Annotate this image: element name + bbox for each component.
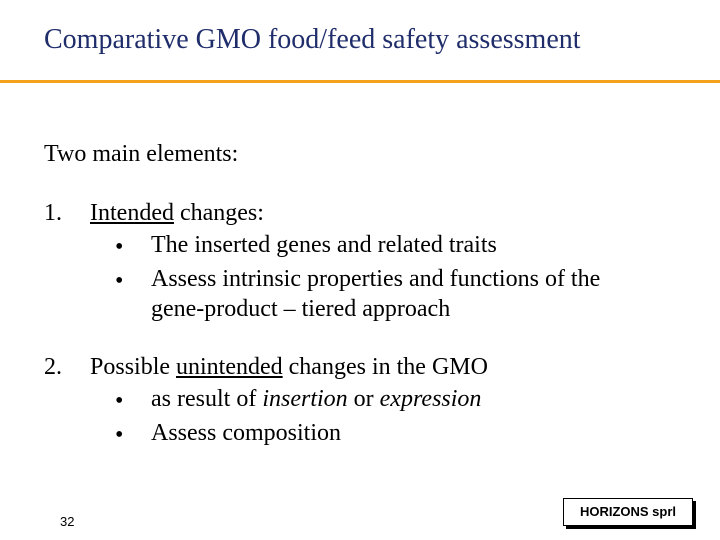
bullet-line: The inserted genes and related traits <box>151 232 497 258</box>
list-item-unintended <box>44 350 488 384</box>
expression-word: expression <box>379 386 482 412</box>
bullet-text-part: as result of <box>151 386 263 412</box>
bullet-line: gene-product – tiered approach <box>151 296 451 322</box>
bullet-text-part: or <box>347 386 380 412</box>
intro-text: Two main elements: <box>44 141 239 167</box>
intended-word: Intended <box>90 200 174 226</box>
bullet-glyph: • <box>115 422 124 448</box>
bullet-text <box>151 264 600 324</box>
bullet-text <box>151 384 481 414</box>
item-text: changes in the GMO <box>282 354 488 380</box>
unintended-word: unintended <box>176 354 283 380</box>
item-text: changes: <box>173 200 264 226</box>
list-item-intended <box>44 196 264 230</box>
bullet-line: Assess intrinsic properties and functions of the <box>151 266 601 292</box>
bullet-line: Assess composition <box>151 420 342 446</box>
company-badge: HORIZONS sprl <box>563 498 693 526</box>
bullet-glyph: • <box>115 234 124 260</box>
bullet-glyph: • <box>115 268 124 294</box>
page-number: 32 <box>60 514 75 529</box>
slide-title: Comparative GMO food/feed safety assessment <box>44 24 581 55</box>
item-text: Possible <box>90 354 177 380</box>
list-number: 2. <box>44 354 62 380</box>
list-number: 1. <box>44 200 62 226</box>
insertion-word: insertion <box>262 386 348 412</box>
title-divider <box>0 80 720 83</box>
bullet-text <box>151 418 341 448</box>
bullet-text <box>151 230 497 260</box>
bullet-glyph: • <box>115 388 124 414</box>
